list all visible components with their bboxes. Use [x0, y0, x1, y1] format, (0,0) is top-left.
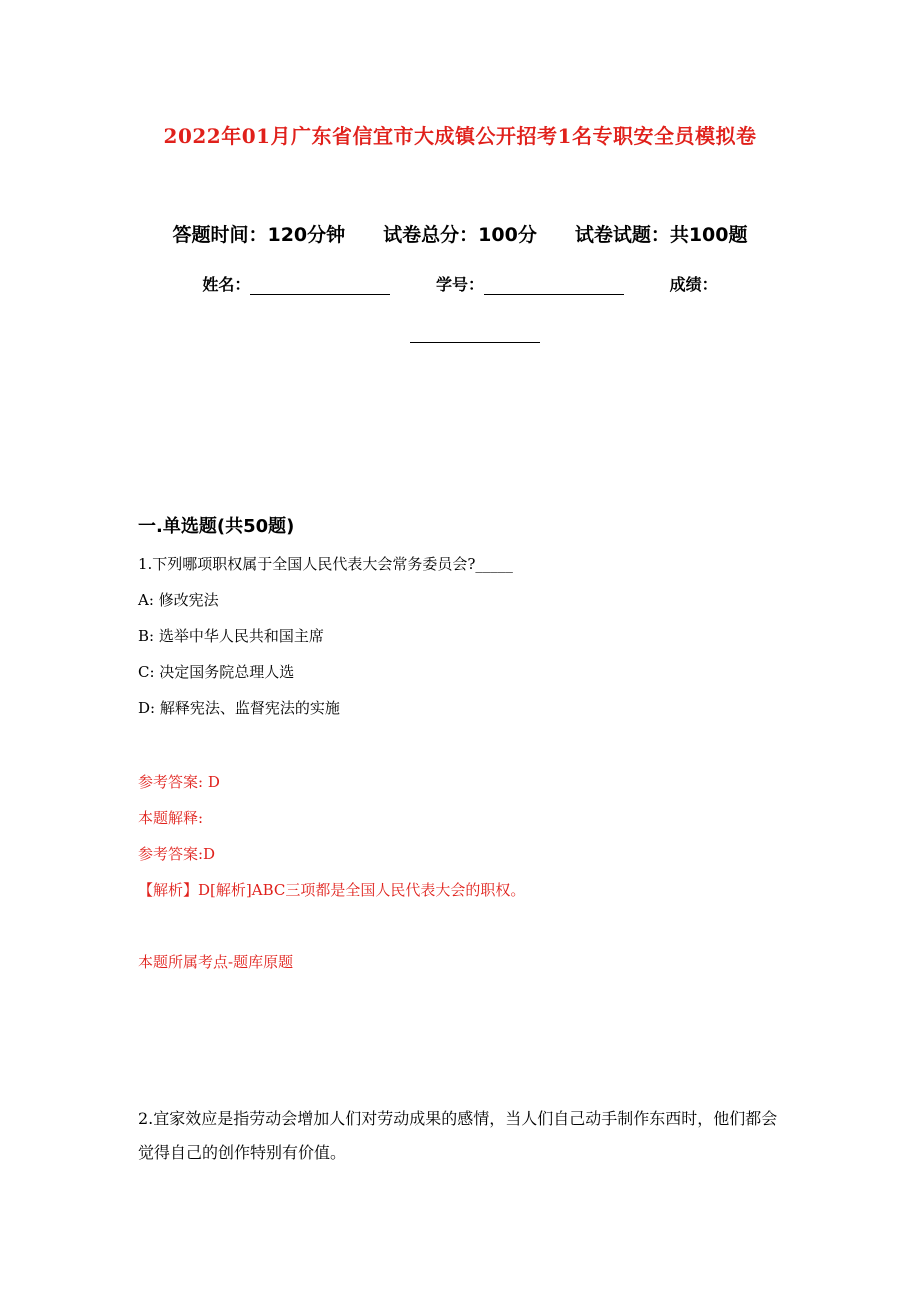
- name-label: 姓名：: [202, 275, 251, 294]
- exam-meta: [0, 220, 920, 247]
- explanation-label: 本题解释:: [138, 809, 204, 827]
- page-title: 2022年01月广东省信宜市大成镇公开招考1名专职安全员模拟卷: [163, 124, 757, 148]
- student-info: [0, 272, 920, 295]
- student-id-field: [436, 272, 624, 295]
- answer-block: [138, 764, 788, 908]
- name-field: [202, 272, 390, 295]
- option-b: B: 选举中华人民共和国主席: [138, 627, 324, 645]
- exam-question-count: 试卷试题：共100题: [574, 224, 748, 246]
- option-c: C: 决定国务院总理人选: [138, 663, 295, 681]
- analysis: 【解析】D[解析]ABC三项都是全国人民代表大会的职权。: [138, 881, 526, 899]
- student-id-label: 学号：: [435, 275, 484, 294]
- reference-answer: 参考答案: D: [138, 773, 220, 791]
- reference-answer-2: 参考答案:D: [138, 845, 216, 863]
- score-field: [670, 272, 718, 295]
- topic: 本题所属考点-题库原题: [138, 953, 294, 971]
- student-id-blank: [484, 280, 624, 295]
- question-stem: 1.下列哪项职权属于全国人民代表大会常务委员会?_____: [138, 555, 513, 573]
- question-2: 2.宜家效应是指劳动会增加人们对劳动成果的感情，当人们自己动手制作东西时，他们都会觉得自己的创作特别有价值。: [138, 1109, 778, 1162]
- topic-block: [138, 944, 788, 980]
- name-blank: [250, 280, 390, 295]
- exam-time: 答题时间：120分钟: [172, 224, 346, 246]
- score-label: 成绩：: [669, 275, 718, 294]
- option-d: D: 解释宪法、监督宪法的实施: [138, 699, 340, 717]
- option-a: A: 修改宪法: [138, 591, 219, 609]
- exam-total-score: 试卷总分：100分: [383, 224, 537, 246]
- question-1: [138, 546, 788, 726]
- section-heading: 一.单选题(共50题): [138, 516, 295, 537]
- score-blank: [410, 324, 540, 343]
